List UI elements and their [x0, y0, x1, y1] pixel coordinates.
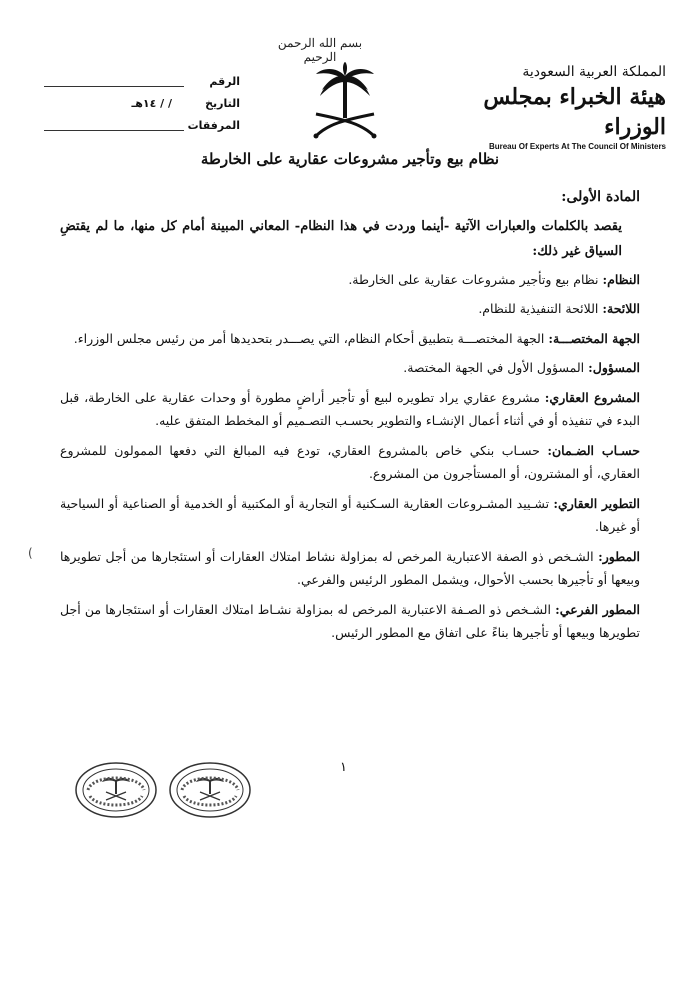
definition-term: المطور: [598, 548, 640, 564]
definition-term: المطور الفرعي: [555, 601, 640, 617]
definition-item [60, 356, 640, 380]
date-label: التاريخ [205, 96, 240, 110]
date-value: / / ١٤هـ [131, 96, 172, 110]
page-number: ١ [340, 760, 347, 775]
document-title: نظام بيع وتأجير مشروعات عقارية على الخارطة [200, 150, 500, 168]
definition-term: المسؤول: [588, 360, 640, 375]
definition-term: المشروع العقاري: [544, 389, 640, 405]
definition-item [60, 297, 640, 321]
attachments-line [44, 120, 184, 131]
bismillah: بسم الله الرحمن الرحيم [277, 36, 363, 64]
margin-mark: ( [28, 546, 33, 560]
definition-text: الجهة المختصـــة بتطبيق أحكام النظام، التي يصـــدر بتحديدها أمر من رئيس مجلس الوزراء. [73, 330, 545, 346]
definition-term: الجهة المختصـــة: [548, 330, 640, 346]
definition-item [60, 439, 640, 486]
article-title: المادة الأولى: [561, 189, 640, 205]
definition-text: الشـخص ذو الصفة الاعتبارية المرخص له بمزاولة نشاط امتلاك العقارات أو استئجارها من أجل تطويرها وبيعها أو تأجيرها بحسب الأحوال، ويشمل المطور الرئيس والفرعي. [60, 548, 640, 587]
definition-term: اللائحة: [602, 301, 640, 316]
official-stamp-icon [168, 760, 252, 820]
definition-text: حسـاب بنكي خاص بالمشروع العقاري، تودع فيه المبالغ التي دفعها الممولون للمشروع العقاري، أو المشترون، أو المستأجرون من المشروع. [60, 442, 640, 481]
definition-item [60, 386, 640, 433]
definition-item [60, 598, 640, 645]
definition-term: حسـاب الضـمان: [547, 442, 640, 458]
bureau-name-english: Bureau Of Experts At The Council Of Ministers [488, 142, 666, 151]
definition-text: الشـخص ذو الصـفة الاعتبارية المرخص له بمزاولة نشـاط امتلاك العقارات أو استئجارها من أجل تطويرها وبيعها أو تأجيرها بناءً على اتفاق مع المطور الرئيس. [60, 601, 640, 640]
bureau-name-arabic: هيئة الخبراء بمجلس الوزراء [483, 84, 666, 140]
ref-number-label: الرقم [209, 74, 240, 88]
definition-text: المسؤول الأول في الجهة المختصة. [403, 360, 585, 375]
definition-text: تشـييد المشـروعات العقارية السـكنية أو التجارية أو المكتبية أو الخدمية أو الصناعية أو السياحية أو غيرها. [60, 495, 640, 534]
definition-item [60, 492, 640, 539]
ref-number-line [44, 76, 184, 87]
definition-text: اللائحة التنفيذية للنظام. [478, 301, 599, 316]
definition-term: التطوير العقاري: [553, 495, 640, 511]
document-body [60, 186, 640, 651]
article-intro: يقصد بالكلمات والعبارات الآتية -أينما وردت في هذا النظام- المعاني المبينة أمام كل منها، ما لم يقتضِ السياق غير ذلك: [60, 218, 622, 259]
definition-item [60, 327, 640, 351]
kingdom-name: المملكة العربية السعودية [522, 64, 666, 80]
attachments-label: المرفقات [187, 118, 240, 132]
definition-item [60, 545, 640, 592]
saudi-emblem-icon [308, 62, 382, 144]
official-stamp-icon [74, 760, 158, 820]
reference-block [40, 70, 240, 136]
definition-text: نظام بيع وتأجير مشروعات عقارية على الخارطة. [348, 271, 599, 287]
letterhead [436, 64, 666, 151]
definition-item [60, 268, 640, 292]
definition-text: مشروع عقاري يراد تطويره لبيع أو تأجير أراضٍ مطورة أو وحدات عقارية على الخارطة، قبل البدء في تنفيذه أو في أثناء أعمال الإنشـاء والتطوير بحسـب التصـميم أو المخطط المتفق عليه. [60, 389, 640, 428]
definition-term: النظام: [602, 271, 640, 287]
